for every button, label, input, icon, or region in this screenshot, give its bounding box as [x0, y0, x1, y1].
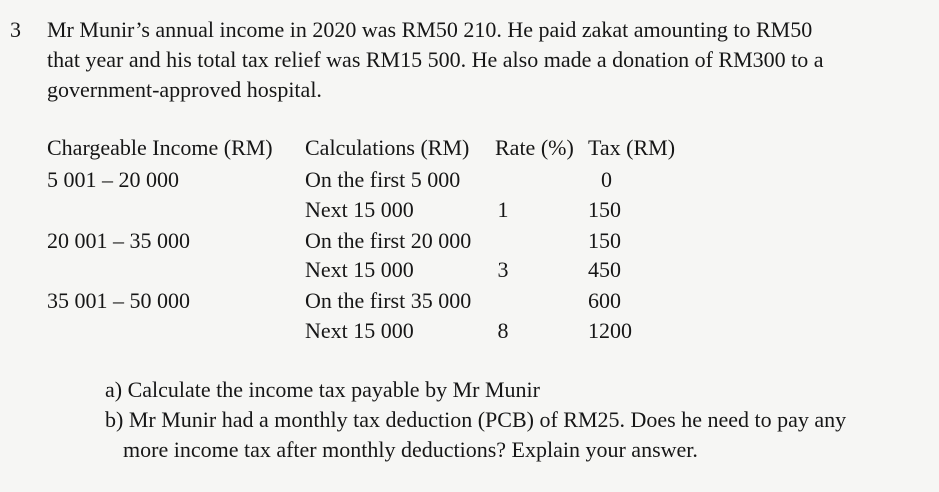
cell-tax: 600 — [588, 288, 621, 313]
cell-tax: 1200 — [588, 318, 632, 343]
cell-income: 20 001 – 35 000 — [47, 228, 190, 253]
question-number: 3 — [10, 17, 21, 42]
part-b-cont: more income tax after monthly deductions? Explain your answer. — [123, 437, 698, 462]
cell-calc: Next 15 000 — [305, 197, 414, 222]
cell-income: 5 001 – 20 000 — [47, 167, 179, 192]
question-line-2: that year and his total tax relief was RM15 500. He also made a donation of RM300 to a — [47, 47, 824, 72]
cell-income: 35 001 – 50 000 — [47, 288, 190, 313]
cell-calc: Next 15 000 — [305, 318, 414, 343]
cell-tax: 0 — [601, 167, 612, 192]
cell-tax: 150 — [588, 228, 621, 253]
cell-calc: On the first 20 000 — [305, 228, 472, 253]
header-tax: Tax (RM) — [588, 135, 676, 160]
cell-calc: On the first 5 000 — [305, 167, 461, 192]
cell-tax: 450 — [588, 257, 621, 282]
cell-rate: 8 — [497, 318, 509, 343]
part-b: b) Mr Munir had a monthly tax deduction (PCB) of RM25. Does he need to pay any — [105, 407, 847, 432]
header-calculations: Calculations (RM) — [305, 135, 470, 160]
cell-rate: 1 — [497, 197, 509, 222]
cell-rate: 3 — [497, 257, 509, 282]
question-line-3: government-approved hospital. — [47, 77, 322, 102]
question-line-1: Mr Munir’s annual income in 2020 was RM50 210. He paid zakat amounting to RM50 — [47, 17, 813, 42]
header-income: Chargeable Income (RM) — [47, 135, 273, 160]
header-rate: Rate (%) — [495, 135, 574, 160]
cell-calc: On the first 35 000 — [305, 288, 472, 313]
cell-calc: Next 15 000 — [305, 257, 414, 282]
part-a: a) Calculate the income tax payable by Mr Munir — [105, 377, 540, 402]
cell-tax: 150 — [588, 197, 621, 222]
